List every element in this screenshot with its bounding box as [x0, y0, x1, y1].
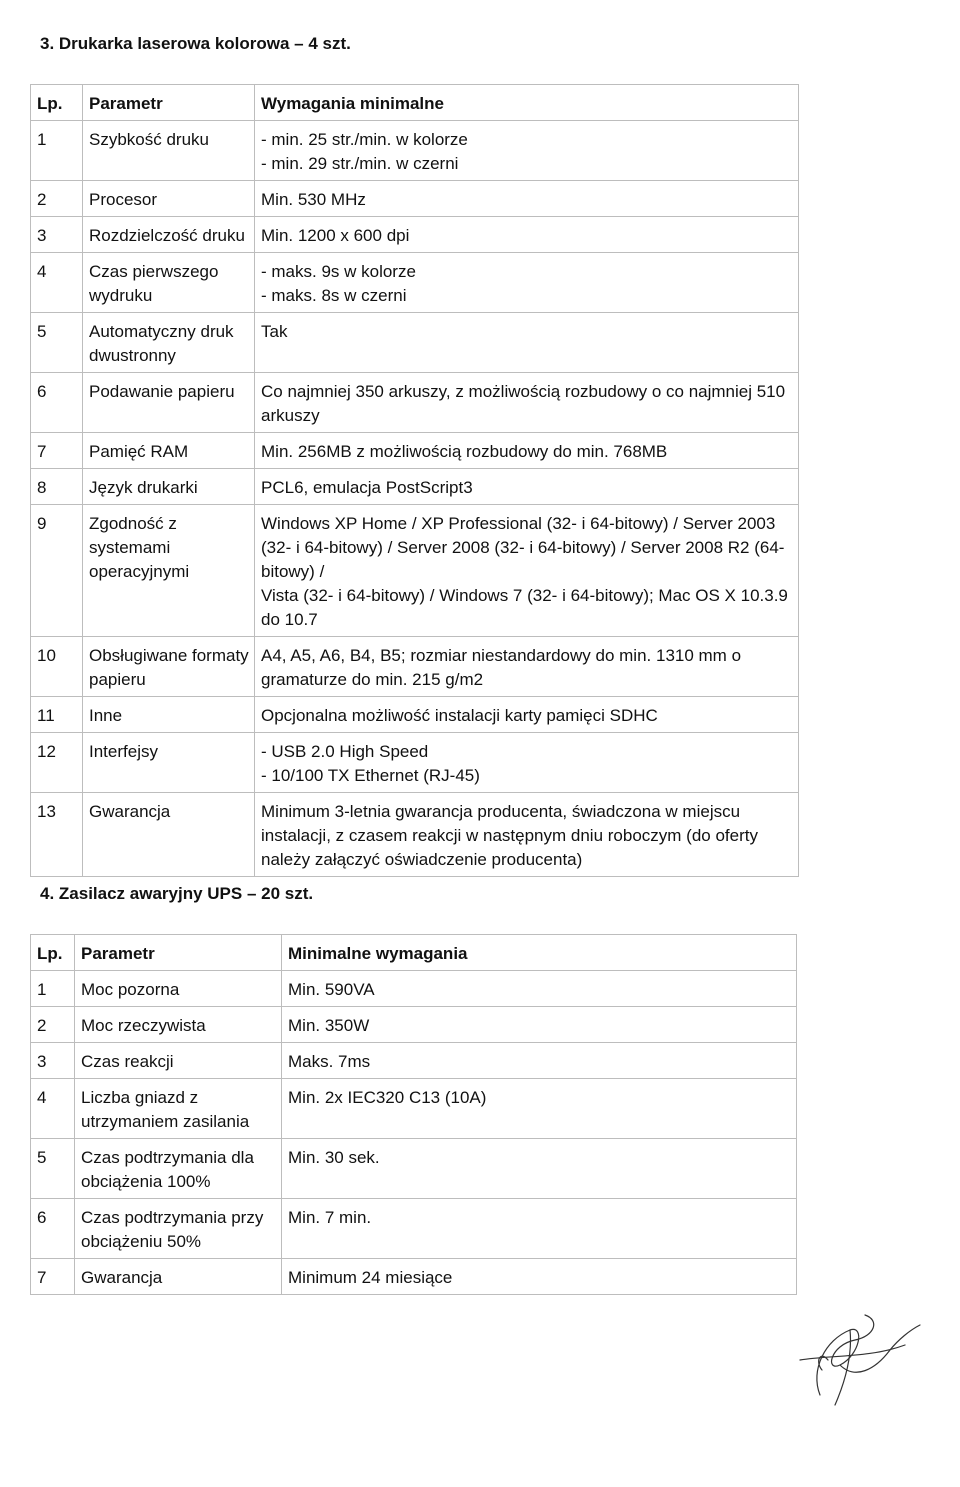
requirement-line: Windows XP Home / XP Professional (32- i 64-bitowy) / Server 2003 (32- i 64-bitowy) / Server 2008 (32- i 64-bitowy) / Server 2008 R2 (64-bitowy) / — [261, 514, 785, 581]
parameter-name: Gwarancja — [75, 1259, 282, 1295]
printer-spec-table — [30, 84, 799, 877]
parameter-name: Podawanie papieru — [83, 373, 255, 433]
requirement-line: Min. 590VA — [288, 980, 375, 999]
requirement-line: Min. 7 min. — [288, 1208, 372, 1227]
requirement-line: - USB 2.0 High Speed — [261, 742, 429, 761]
table-row — [31, 1043, 797, 1079]
parameter-name: Gwarancja — [83, 793, 255, 877]
row-number: 7 — [31, 433, 83, 469]
requirement-line: Maks. 7ms — [288, 1052, 371, 1071]
table-row — [31, 793, 799, 877]
requirement-cell — [255, 733, 799, 793]
row-number: 12 — [31, 733, 83, 793]
row-number: 6 — [31, 373, 83, 433]
parameter-name: Inne — [83, 697, 255, 733]
requirement-line: - maks. 9s w kolorze — [261, 262, 416, 281]
requirement-cell — [255, 373, 799, 433]
table-header-row — [31, 935, 797, 971]
row-number: 2 — [31, 181, 83, 217]
requirement-line: Vista (32- i 64-bitowy) / Windows 7 (32- i 64-bitowy); Mac OS X 10.3.9 do 10.7 — [261, 586, 788, 629]
table-row — [31, 253, 799, 313]
requirement-line: Opcjonalna możliwość instalacji karty pamięci SDHC — [261, 706, 658, 725]
table-row — [31, 697, 799, 733]
section-title-printer: 3. Drukarka laserowa kolorowa – 4 szt. — [40, 34, 351, 53]
row-number: 5 — [31, 1139, 75, 1199]
requirement-cell — [255, 217, 799, 253]
parameter-name: Moc pozorna — [75, 971, 282, 1007]
table-row — [31, 971, 797, 1007]
row-number: 1 — [31, 971, 75, 1007]
parameter-name: Czas reakcji — [75, 1043, 282, 1079]
table-row — [31, 217, 799, 253]
parameter-name: Rozdzielczość druku — [83, 217, 255, 253]
table-row — [31, 505, 799, 637]
table-row — [31, 1079, 797, 1139]
requirement-cell — [282, 1139, 797, 1199]
row-number: 13 — [31, 793, 83, 877]
parameter-name: Język drukarki — [83, 469, 255, 505]
parameter-name: Szybkość druku — [83, 121, 255, 181]
row-number: 9 — [31, 505, 83, 637]
requirement-line: Min. 2x IEC320 C13 (10A) — [288, 1088, 487, 1107]
requirement-cell — [255, 253, 799, 313]
requirement-line: Minimum 24 miesiące — [288, 1268, 453, 1287]
requirement-cell — [282, 1043, 797, 1079]
row-number: 2 — [31, 1007, 75, 1043]
requirement-cell — [255, 313, 799, 373]
table-row — [31, 121, 799, 181]
requirement-line: Tak — [261, 322, 288, 341]
table-row — [31, 433, 799, 469]
requirement-cell — [282, 1259, 797, 1295]
requirement-cell — [255, 121, 799, 181]
parameter-name: Zgodność z systemami operacyjnymi — [83, 505, 255, 637]
requirement-cell — [282, 1079, 797, 1139]
parameter-name: Pamięć RAM — [83, 433, 255, 469]
requirement-line: - min. 29 str./min. w czerni — [261, 154, 459, 173]
parameter-name: Automatyczny druk dwustronny — [83, 313, 255, 373]
table-row — [31, 313, 799, 373]
handwritten-signature-icon — [780, 1300, 930, 1420]
table-row — [31, 373, 799, 433]
parameter-name: Czas podtrzymania przy obciążeniu 50% — [75, 1199, 282, 1259]
row-number: 6 — [31, 1199, 75, 1259]
parameter-name: Czas pierwszego wydruku — [83, 253, 255, 313]
parameter-name: Czas podtrzymania dla obciążenia 100% — [75, 1139, 282, 1199]
row-number: 3 — [31, 217, 83, 253]
requirement-cell — [255, 469, 799, 505]
table-row — [31, 1199, 797, 1259]
table-header-row — [31, 85, 799, 121]
requirement-cell — [255, 433, 799, 469]
table-row — [31, 733, 799, 793]
ups-spec-table — [30, 934, 797, 1295]
requirement-line: Min. 1200 x 600 dpi — [261, 226, 410, 245]
column-header-requirements: Wymagania minimalne — [255, 85, 799, 121]
table-row — [31, 181, 799, 217]
row-number: 4 — [31, 253, 83, 313]
column-header-param: Parametr — [83, 85, 255, 121]
column-header-lp: Lp. — [31, 85, 83, 121]
parameter-name: Moc rzeczywista — [75, 1007, 282, 1043]
requirement-cell — [255, 181, 799, 217]
row-number: 5 — [31, 313, 83, 373]
column-header-requirements: Minimalne wymagania — [282, 935, 797, 971]
table-row — [31, 1007, 797, 1043]
table-row — [31, 1259, 797, 1295]
section-title-ups: 4. Zasilacz awaryjny UPS – 20 szt. — [40, 884, 314, 903]
requirement-line: - min. 25 str./min. w kolorze — [261, 130, 468, 149]
row-number: 3 — [31, 1043, 75, 1079]
requirement-line: A4, A5, A6, B4, B5; rozmiar niestandardowy do min. 1310 mm o gramaturze do min. 215 g/m2 — [261, 646, 742, 689]
table-row — [31, 469, 799, 505]
requirement-line: PCL6, emulacja PostScript3 — [261, 478, 473, 497]
requirement-line: Min. 256MB z możliwością rozbudowy do min. 768MB — [261, 442, 668, 461]
requirement-cell — [255, 637, 799, 697]
parameter-name: Liczba gniazd z utrzymaniem zasilania — [75, 1079, 282, 1139]
requirement-cell — [255, 505, 799, 637]
requirement-line: Min. 530 MHz — [261, 190, 366, 209]
column-header-param: Parametr — [75, 935, 282, 971]
requirement-cell — [282, 1199, 797, 1259]
row-number: 1 — [31, 121, 83, 181]
table-row — [31, 1139, 797, 1199]
row-number: 10 — [31, 637, 83, 697]
parameter-name: Obsługiwane formaty papieru — [83, 637, 255, 697]
requirement-line: Min. 30 sek. — [288, 1148, 380, 1167]
row-number: 8 — [31, 469, 83, 505]
column-header-lp: Lp. — [31, 935, 75, 971]
requirement-cell — [282, 1007, 797, 1043]
parameter-name: Procesor — [83, 181, 255, 217]
row-number: 11 — [31, 697, 83, 733]
requirement-line: Co najmniej 350 arkuszy, z możliwością rozbudowy o co najmniej 510 arkuszy — [261, 382, 786, 425]
requirement-cell — [255, 697, 799, 733]
requirement-line: - maks. 8s w czerni — [261, 286, 407, 305]
requirement-cell — [255, 793, 799, 877]
requirement-cell — [282, 971, 797, 1007]
row-number: 7 — [31, 1259, 75, 1295]
table-row — [31, 637, 799, 697]
row-number: 4 — [31, 1079, 75, 1139]
requirement-line: Min. 350W — [288, 1016, 370, 1035]
parameter-name: Interfejsy — [83, 733, 255, 793]
requirement-line: Minimum 3-letnia gwarancja producenta, świadczona w miejscu instalacji, z czasem reakcji w następnym dniu roboczym (do oferty należy załączyć oświadczenie producenta) — [261, 802, 758, 869]
requirement-line: - 10/100 TX Ethernet (RJ-45) — [261, 766, 480, 785]
